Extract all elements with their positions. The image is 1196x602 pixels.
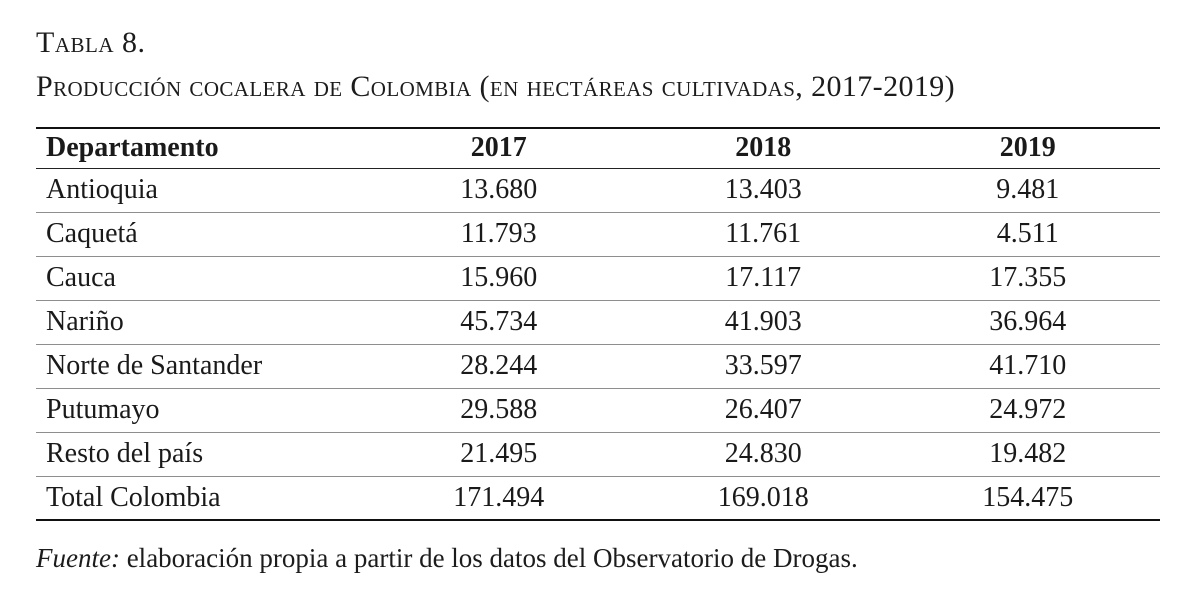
data-cell: 11.793 (460, 218, 537, 249)
data-cell: 13.680 (460, 174, 538, 205)
source-note (36, 541, 1160, 575)
row-header-cell: Total Colombia (46, 481, 221, 513)
table-row (36, 300, 1160, 344)
column-header-2019: 2019 (999, 132, 1056, 164)
table-row (36, 344, 1160, 388)
data-cell: 13.403 (724, 174, 802, 205)
data-cell: 21.495 (460, 438, 538, 469)
row-header-cell: Resto del país (46, 438, 204, 469)
table-row (36, 212, 1160, 256)
data-cell: 41.903 (724, 306, 802, 337)
table-row-total (36, 476, 1160, 520)
data-cell: 169.018 (717, 481, 809, 513)
table-header (36, 128, 1160, 168)
table-row (36, 432, 1160, 476)
table-row (36, 168, 1160, 212)
data-cell: 17.355 (989, 262, 1067, 293)
header-row (36, 128, 1160, 168)
table-row (36, 388, 1160, 432)
column-header-2017: 2017 (470, 132, 527, 164)
data-cell: 9.481 (996, 174, 1060, 205)
table-title: Producción cocalera de Colombia (en hectáreas cultivadas, 2017-2019) (36, 70, 956, 103)
data-cell: 41.710 (989, 350, 1067, 381)
data-cell: 33.597 (724, 350, 802, 381)
data-cell: 154.475 (982, 481, 1074, 513)
row-header-cell: Putumayo (46, 394, 160, 425)
source-text: elaboración propia a partir de los datos del Observatorio de Drogas. (126, 543, 858, 573)
data-cell: 28.244 (460, 350, 538, 381)
row-header-cell: Nariño (46, 306, 124, 337)
data-cell: 4.511 (996, 218, 1059, 249)
column-header-2018: 2018 (735, 132, 792, 164)
row-header-cell: Norte de Santander (46, 350, 263, 381)
data-table (36, 127, 1160, 521)
source-label: Fuente: (36, 543, 120, 573)
data-cell: 24.830 (724, 438, 802, 469)
data-cell: 11.761 (725, 218, 802, 249)
data-cell: 19.482 (989, 438, 1067, 469)
data-cell: 15.960 (460, 262, 538, 293)
data-cell: 29.588 (460, 394, 538, 425)
column-header-departamento: Departamento (46, 132, 219, 164)
table-row (36, 256, 1160, 300)
data-cell: 24.972 (989, 394, 1067, 425)
data-cell: 26.407 (724, 394, 802, 425)
row-header-cell: Antioquia (46, 174, 158, 205)
data-cell: 36.964 (989, 306, 1067, 337)
data-cell: 17.117 (725, 262, 802, 293)
row-header-cell: Caquetá (46, 218, 138, 249)
data-cell: 45.734 (460, 306, 538, 337)
row-header-cell: Cauca (46, 262, 116, 293)
data-cell: 171.494 (453, 481, 545, 513)
table-number-label: Tabla 8. (36, 26, 146, 59)
table-body (36, 168, 1160, 520)
